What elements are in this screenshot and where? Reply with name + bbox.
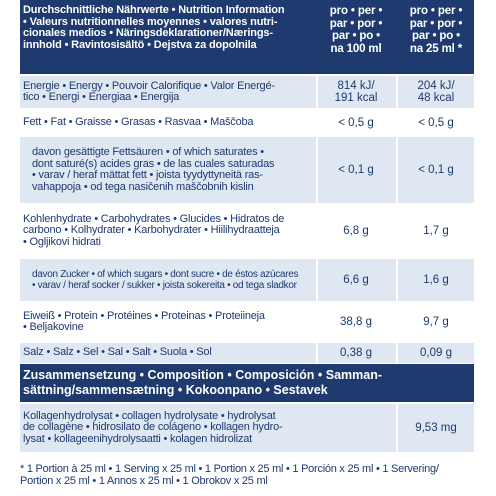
- row-label: davon gesättigte Fettsäuren • of which saturates • dont saturé(s) acides gras • de las cuales saturadas • varav / heraf mättat fett • joista tyydyttyneitä ras- vahappoja • od tega nasičenih maščobnih kislin: [32, 146, 275, 193]
- row-saturates: [20, 137, 474, 203]
- header-col-25ml: pro • per • par • por • par • po • na 25 ml *: [409, 5, 463, 55]
- row-value-25ml: 9,53 mg: [415, 422, 457, 434]
- row-value-100ml: 6,6 g: [343, 274, 369, 286]
- row-label: Energie • Energy • Pouvoir Calorifique • Valor Energé- tico • Energi • Energiaa • Energija: [23, 79, 275, 103]
- row-label: Fett • Fat • Graisse • Grasas • Rasvaa • Maščoba: [23, 116, 254, 129]
- column-divider: [316, 76, 318, 364]
- row-label: Eiweiß • Protein • Protéines • Proteinas • Proteiineja • Beljakovine: [23, 309, 265, 333]
- composition-header: [20, 364, 474, 402]
- row-label: Kohlenhydrate • Carbohydrates • Glucides • Hidratos de carbono • Kolhydrater • Karbohydrater • Hiilihydraatteja • Ogljikovi hidrati: [23, 212, 285, 248]
- row-fat: [20, 110, 474, 136]
- row-label: Salz • Salz • Sel • Sal • Salt • Suola • Sol: [23, 346, 212, 359]
- row-carbohydrates: [20, 205, 474, 257]
- row-label: Kollagenhydrolysat • collagen hydrolysate • hydrolysat de collagène • hidrosilato de colágeno • kollagen hydro- lysat • kollageenihydrolysaatti • kolagen hidrolizat: [23, 409, 283, 445]
- row-energy: [20, 76, 474, 108]
- composition-title: Zusammensetzung • Composition • Composición • Samman- sättning/sammensætning • Kokoonpano • Sestavek: [23, 368, 382, 397]
- header-label: Durchschnittliche Nährwerte • Nutrition Information • Valeurs nutritionnelles moyennes • valores nutri- cionales medios • Näringsdeklarationer/Nærings- innhold • Ravintosisältö • Dejstva za dopolnila: [23, 4, 285, 51]
- row-value-25ml: 204 kJ/ 48 kcal: [417, 80, 455, 104]
- table-header: [20, 0, 474, 74]
- column-divider: [396, 76, 398, 364]
- row-protein: [20, 303, 474, 341]
- row-salt: [20, 343, 474, 363]
- row-value-25ml: 0,09 g: [420, 347, 452, 359]
- column-divider: [396, 404, 398, 452]
- row-collagen: [20, 404, 474, 452]
- row-value-25ml: < 0,1 g: [418, 164, 454, 176]
- row-value-100ml: 38,8 g: [340, 316, 372, 328]
- row-value-100ml: 0,38 g: [340, 347, 372, 359]
- footnote: * 1 Portion à 25 ml • 1 Serving x 25 ml • 1 Portion x 25 ml • 1 Porción x 25 ml • 1 Servering/ Portion x 25 ml • 1 Annos x 25 ml • 1 Obrokov x 25 ml: [20, 463, 439, 487]
- row-value-100ml: < 0,1 g: [338, 164, 374, 176]
- row-value-100ml: 6,8 g: [343, 225, 369, 237]
- row-value-100ml: < 0,5 g: [338, 117, 374, 129]
- row-value-25ml: 9,7 g: [423, 316, 449, 328]
- row-value-100ml: 814 kJ/ 191 kcal: [334, 80, 378, 104]
- header-col-100ml: pro • per • par • por • par • po • na 100 ml: [329, 5, 383, 55]
- row-label: davon Zucker • of which sugars • dont sucre • de éstos azúcares • varav / heraf socker / sukker • joista sokereita • od tega sladkor: [32, 268, 299, 291]
- row-value-25ml: 1,6 g: [423, 274, 449, 286]
- row-value-25ml: 1,7 g: [423, 225, 449, 237]
- row-sugars: [20, 259, 474, 301]
- row-value-25ml: < 0,5 g: [418, 117, 454, 129]
